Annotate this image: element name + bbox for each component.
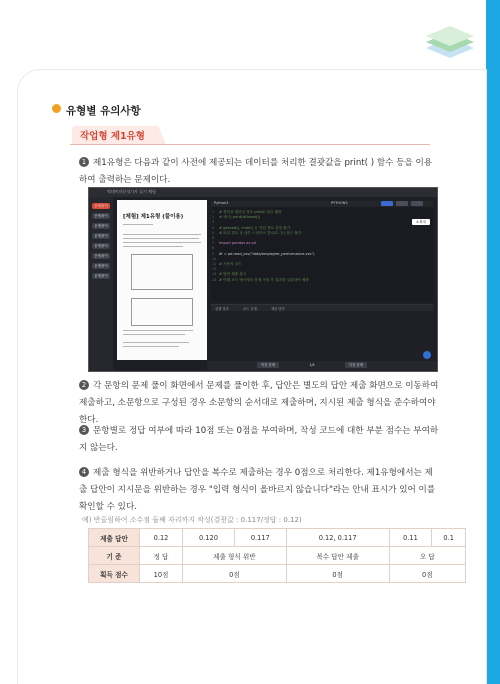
exam-screenshot [88,187,438,372]
editor-language: PYTHON3 [331,201,348,205]
table-row [89,547,466,565]
console-tabs [211,305,433,311]
sidebar-item[interactable]: 문제풀이 [92,233,110,239]
bottom-navigation [207,361,437,370]
console-tab[interactable]: 코드 실행 [243,307,257,311]
doc-line [123,346,179,347]
page-indicator: 1/4 [309,363,315,367]
table-cell: 0점 [389,565,465,583]
line-number: 3 [212,220,215,225]
sidebar-item[interactable]: 문제풀이 [92,213,110,219]
doc-line [123,334,185,335]
line-number: 9 [212,251,215,256]
sidebar-item[interactable]: 문제풀이 [92,203,110,209]
table-cell: 제출 형식 위반 [183,547,287,565]
screenshot-window-title: 빅데이터분석기사 실기 체험 [107,189,156,194]
chat-icon[interactable] [423,351,431,359]
item-number-3: 3 [79,425,89,435]
console-tab[interactable]: 실행 결과 [215,307,229,311]
line-number: 8 [212,246,215,251]
table-cell: 0.12, 0.117 [286,529,389,547]
line-number: 14 [212,277,217,282]
run-button[interactable] [381,201,393,206]
subsection-divider [70,144,430,145]
line-number: 4 [212,225,215,230]
table-cell: 0점 [183,565,287,583]
problem-document [117,200,207,360]
code-line: # 답안 제출 참고 [219,272,247,277]
table-cell: 0.11 [389,529,432,547]
example-note: 예) 반올림하여 소수점 둘째 자리까지 작성(결괏값 : 0.117/정답 : 0.12) [82,516,302,524]
line-number: 13 [212,272,217,277]
save-button[interactable] [396,201,408,206]
table-cell: 0점 [286,565,389,583]
doc-line [123,242,201,243]
line-number: 7 [212,241,215,246]
code-line: import pandas as pd [219,241,257,246]
list-item-2 [79,378,439,429]
row-header: 획득 점수 [89,565,140,583]
item-number-4: 4 [79,467,89,477]
editor-tab[interactable]: Python3 [214,201,229,205]
code-line: # 출력을 원하실 경우 print() 함수 활용 [219,210,282,214]
subsection-tab [70,124,160,146]
scoring-table [88,528,466,583]
doc-line [123,238,199,239]
doc-line [123,234,201,235]
problem-title: [체험] 제1유형 (풀이용) [123,214,184,220]
item-text-3: 문항별로 정답 여부에 따라 10점 또는 0점을 부여하며, 작성 코드에 대한 부분 점수는 부여하지 않는다. [79,426,439,453]
code-line: df = pd.read_csv("data/employee_performance.csv") [219,251,315,256]
row-header: 제출 답안 [89,529,140,547]
console-panel [211,304,433,361]
sidebar-item[interactable]: 문제풀이 [92,263,110,269]
item-number-2: 2 [79,380,89,390]
list-item-4 [79,465,439,516]
table-cell: 10점 [140,565,183,583]
code-line: # 사용자 코드 [219,262,242,266]
section-title: 유형별 유의사항 [66,105,141,117]
line-number: 5 [212,230,215,235]
screenshot-titlebar [89,188,437,197]
reset-button[interactable] [411,201,423,206]
table-cell: 0.1 [432,529,466,547]
item-text-2: 각 문항의 문제 풀이 화면에서 문제를 풀이한 후, 답안은 별도의 답안 제출 화면으로 이동하여 제출하고, 소문항으로 구성된 경우 소문항의 순서대로 제출하며, 지시된 제출 형식을 준수하여야 한다. [79,381,439,425]
list-item-1 [79,155,439,189]
table-cell: 복수 답안 제출 [286,547,389,565]
sidebar-item[interactable]: 문제풀이 [92,273,110,279]
item-text-4: 제출 형식을 위반하거나 답안을 복수로 제출하는 경우 0점으로 처리한다. 제1유형에서는 제출 답안이 지시문을 위반하는 경우 "입력 형식이 올바르지 않습니다"라는 안내 표시가 있어 이를 확인할 수 있다. [79,468,436,512]
sidebar-item[interactable]: 문제풀이 [92,253,110,259]
right-color-band [486,0,500,684]
line-number: 10 [212,256,217,261]
table-row [89,529,466,547]
doc-line [123,330,193,331]
subsection-title: 작업형 제1유형 [80,131,145,142]
table-cell: 0.12 [140,529,183,547]
sidebar-item[interactable]: 문제풀이 [92,223,110,229]
code-line: # 예시) print(df.head()) [219,215,261,220]
item-text-1: 제1유형은 다음과 같이 사전에 제공되는 데이터를 처리한 결괏값을 print( ) 함수 등을 이용하여 출력하는 문제이다. [79,158,433,185]
line-number: 6 [212,236,215,240]
line-number: 1 [212,210,215,214]
code-line: # getcwd(), chdir() 등 작업 경로 설정 불가 [219,225,291,230]
editor-tabbar [211,201,433,207]
next-problem-button[interactable]: 다음 문제 [345,362,367,368]
code-editor[interactable] [211,201,433,301]
doc-line [123,224,153,225]
doc-condition-box [131,298,193,326]
row-header: 기 준 [89,547,140,565]
doc-variable-box [131,254,193,290]
stacked-layers-icon [420,22,480,64]
list-item-3 [79,423,439,457]
console-tab[interactable]: 제출 답안 [271,307,285,311]
section-bullet-icon [52,104,61,113]
table-cell: 정 답 [140,547,183,565]
code-line: # 파일 경로 상 내부 드라이브 경로(C: 등) 접근 불가 [219,230,302,235]
table-cell: 0.117 [234,529,286,547]
line-number: 12 [212,267,217,272]
table-cell: 0.120 [183,529,235,547]
doc-line [123,246,183,247]
prev-problem-button[interactable]: 이전 문제 [257,362,279,368]
sidebar-item[interactable]: 문제풀이 [92,243,110,249]
line-number: 2 [212,215,215,220]
line-number: 11 [212,262,217,266]
item-number-1: 1 [79,157,89,167]
table-cell: 오 답 [389,547,465,565]
doc-line [123,342,189,343]
screenshot-sidebar [89,197,113,371]
table-row [89,565,466,583]
zoom-badge[interactable]: A 확대 [412,219,430,225]
code-line: # 아래 코드 예시에서 문제 작성 후 결과를 입력하여 제출 [219,277,309,282]
